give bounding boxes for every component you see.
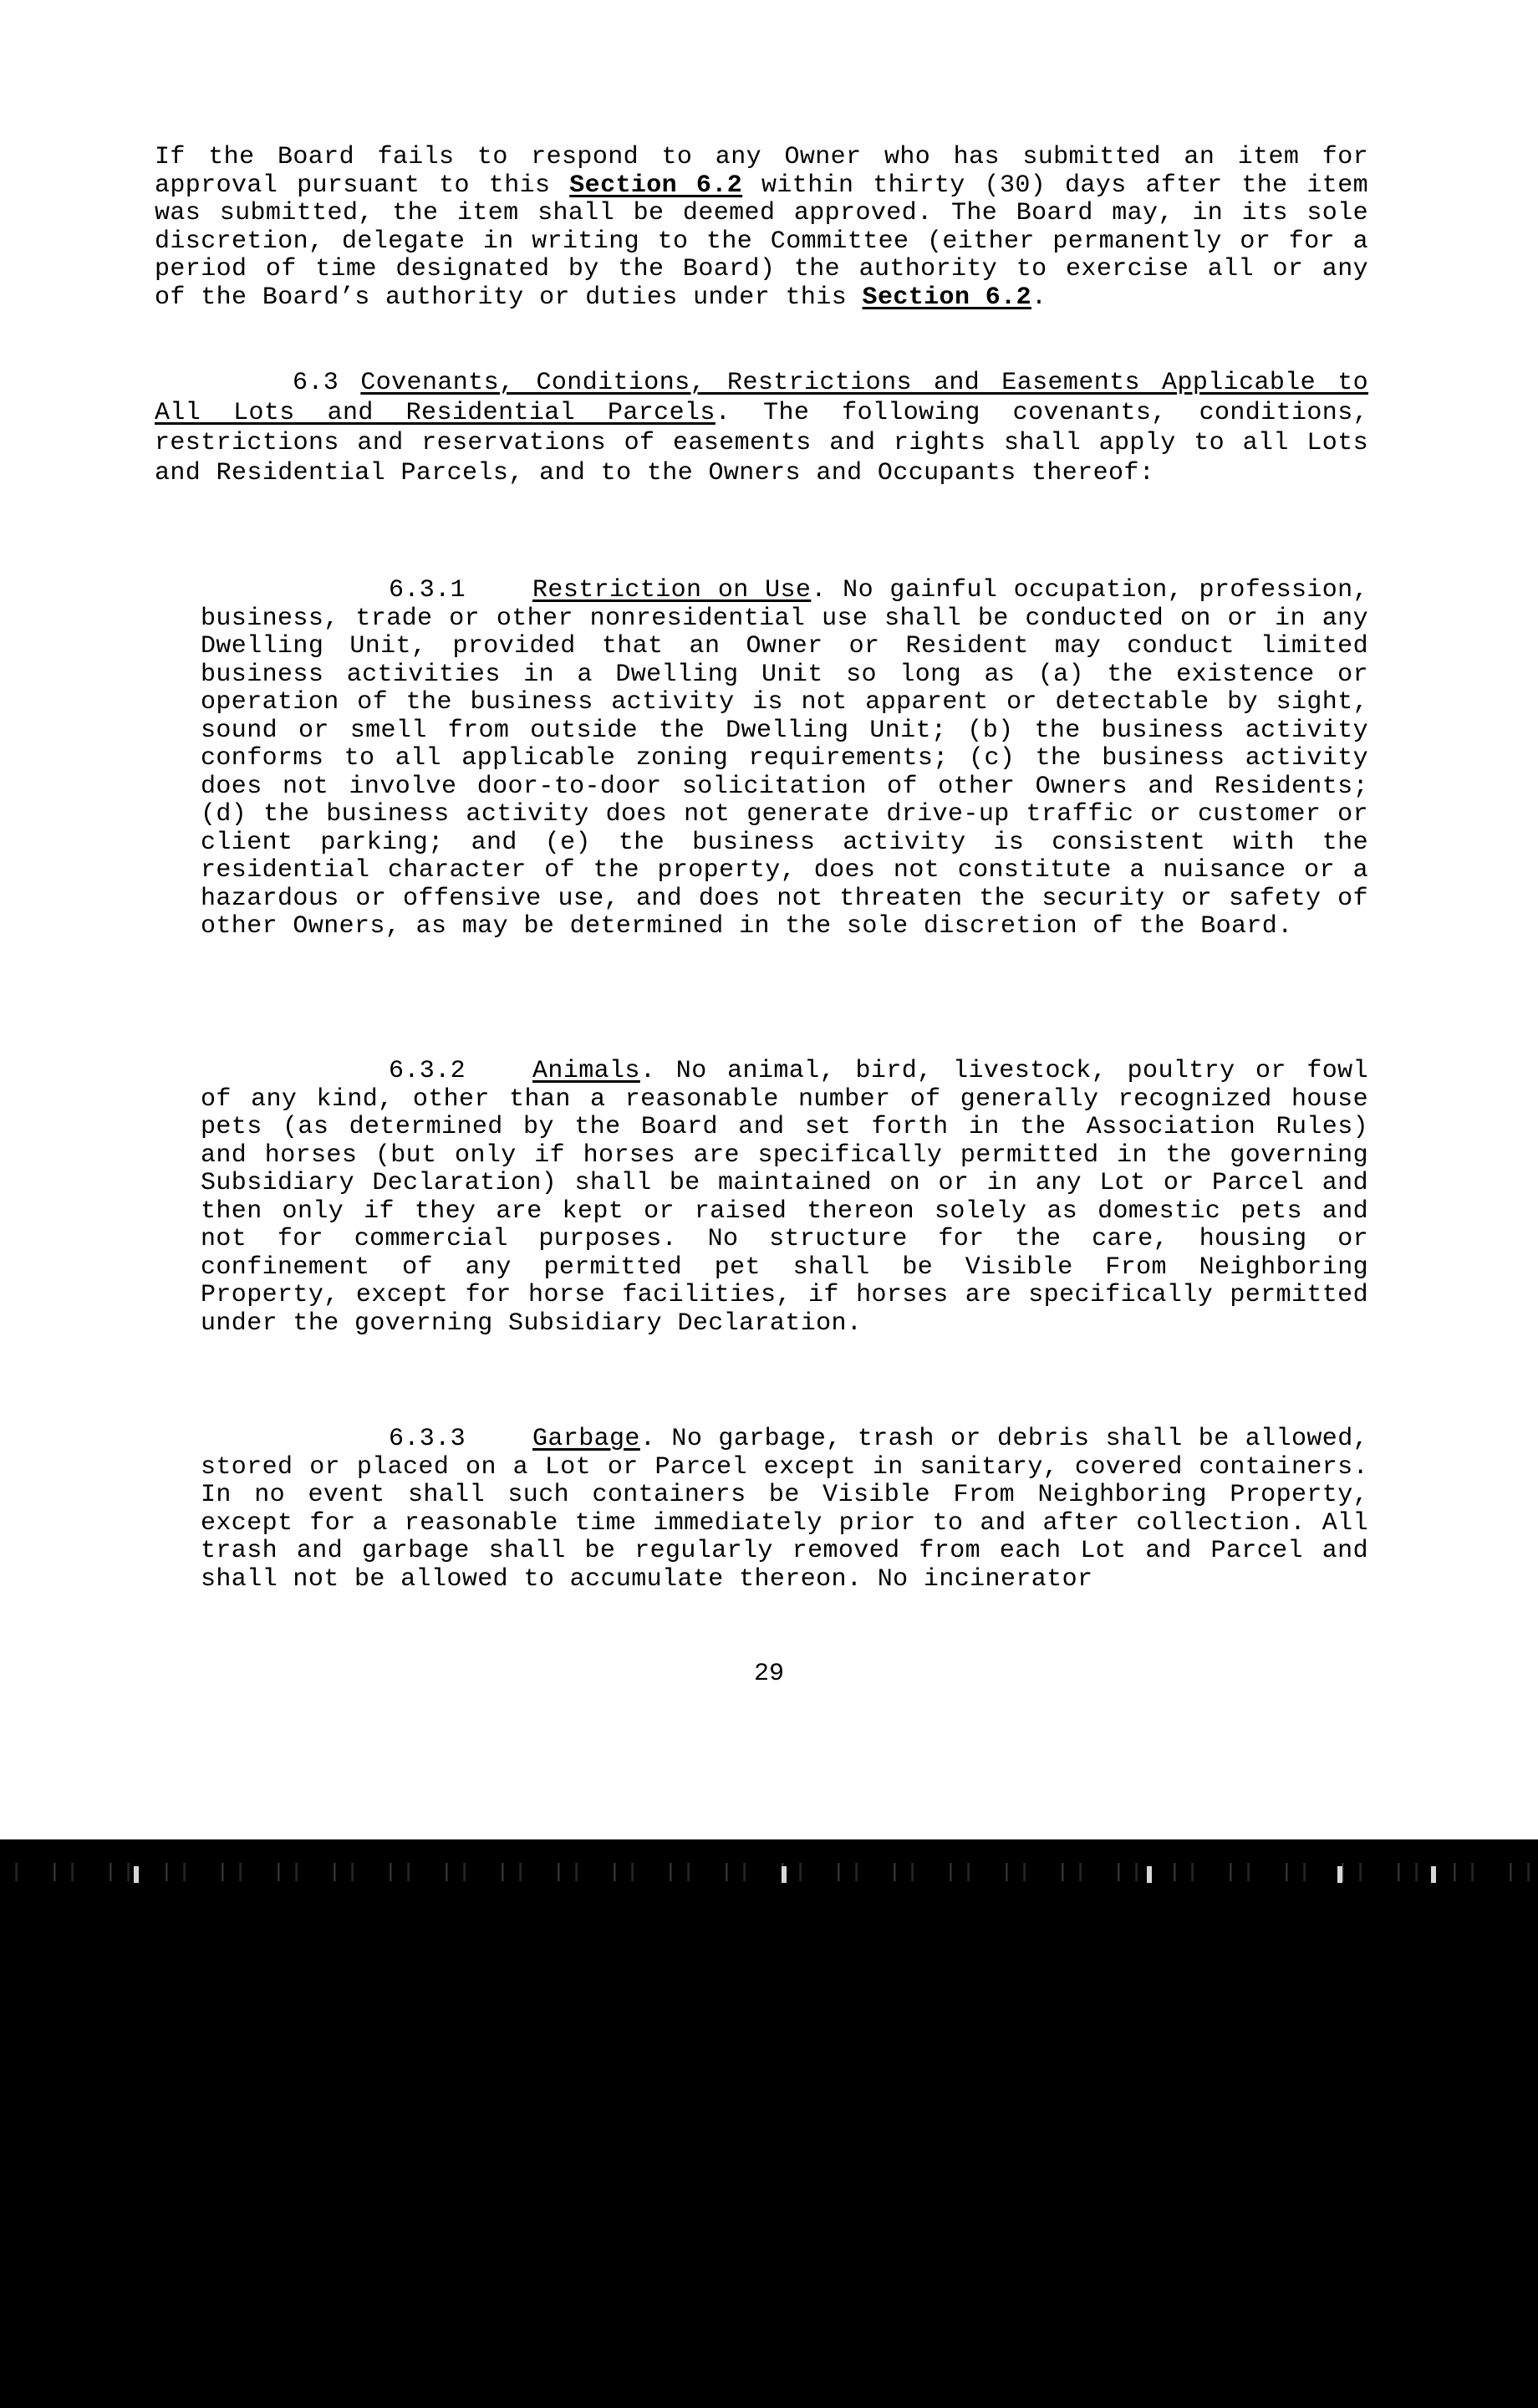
scanner-noise-strip bbox=[0, 1863, 1538, 1881]
section-heading: Animals bbox=[532, 1057, 640, 1085]
section-text: . The following covenants, conditions, restrictions and reservations of easements and rights shall apply to all Lots and Residential Parcels, and to the Owners and Occupants thereof: bbox=[155, 399, 1368, 487]
section-number: 6.3.2 bbox=[389, 1057, 466, 1085]
paragraph-text: within thirty (30) days after the item was submitted, the item shall be deemed approved. The Board may, in its sole discretion, delegate in writing to the Committee (either permanently or for a period of time designated by the Board) the authority to exercise all or any of the Board’s authority or duties under this bbox=[155, 171, 1368, 312]
section-number: 6.3.1 bbox=[389, 576, 466, 605]
scanner-artifact bbox=[782, 1866, 787, 1883]
scanner-artifact bbox=[1147, 1866, 1152, 1883]
section-6-3-2 bbox=[201, 1058, 1368, 1338]
page-number: 29 bbox=[753, 1660, 784, 1688]
section-heading: Restriction on Use bbox=[532, 576, 812, 605]
scanner-artifact bbox=[1431, 1866, 1436, 1883]
scanner-artifact bbox=[1337, 1866, 1342, 1883]
paragraph-board-approval bbox=[155, 144, 1368, 312]
paragraph-text: . bbox=[1031, 283, 1047, 312]
section-text: . No garbage, trash or debris shall be allowed, stored or placed on a Lot or Parcel except in sanitary, covered containers. In no event shall such containers be Visible From Neighboring Property, except for a reasonable time immediately prior to and after collection. All trash and garbage shall be regularly removed from each Lot and Parcel and shall not be allowed to accumulate thereon. No incinerator bbox=[201, 1425, 1368, 1594]
section-text: . No gainful occupation, profession, business, trade or other nonresidential use shall be conducted on or in any Dwelling Unit, provided that an Owner or Resident may conduct limited business activities in a Dwelling Unit so long as (a) the existence or operation of the business activity is not apparent or detectable by sight, sound or smell from outside the Dwelling Unit; (b) the business activity conforms to all applicable zoning requirements; (c) the business activity does not involve door-to-door solicitation of other Owners and Residents; (d) the business activity does not generate drive-up traffic or customer or client parking; and (e) the business activity is consistent with the residential character of the property, does not constitute a nuisance or a hazardous or offensive use, and does not threaten the security or safety of other Owners, as may be determined in the sole discretion of the Board. bbox=[201, 576, 1368, 941]
scanner-artifact bbox=[134, 1866, 139, 1883]
section-number: 6.3.3 bbox=[389, 1425, 466, 1453]
section-6-3-1 bbox=[201, 577, 1368, 941]
section-6-3-3 bbox=[201, 1426, 1368, 1594]
scanner-black-border bbox=[0, 1839, 1538, 2408]
section-6-3 bbox=[155, 368, 1368, 488]
section-number: 6.3 bbox=[293, 369, 339, 397]
section-reference: Section 6.2 bbox=[862, 283, 1031, 312]
section-reference: Section 6.2 bbox=[569, 171, 743, 200]
section-heading: Covenants, Conditions, Restrictions and Easements Applicable to All Lots and Residential Parcels bbox=[155, 369, 1369, 427]
section-text: . No animal, bird, livestock, poultry or fowl of any kind, other than a reasonable number of generally recognized house pets (as determined by the Board and set forth in the Association Rules) and horses (but only if horses are specifically permitted in the governing Subsidiary Declaration) shall be maintained on or in any Lot or Parcel and then only if they are kept or raised thereon solely as domestic pets and not for commercial purposes. No structure for the care, housing or confinement of any permitted pet shall be Visible From Neighboring Property, except for horse facilities, if horses are specifically permitted under the governing Subsidiary Declaration. bbox=[201, 1057, 1368, 1338]
section-heading: Garbage bbox=[532, 1425, 640, 1453]
paragraph-text: If the Board fails to respond to any Owner who has submitted an item for approval pursuant to this bbox=[155, 143, 1368, 200]
